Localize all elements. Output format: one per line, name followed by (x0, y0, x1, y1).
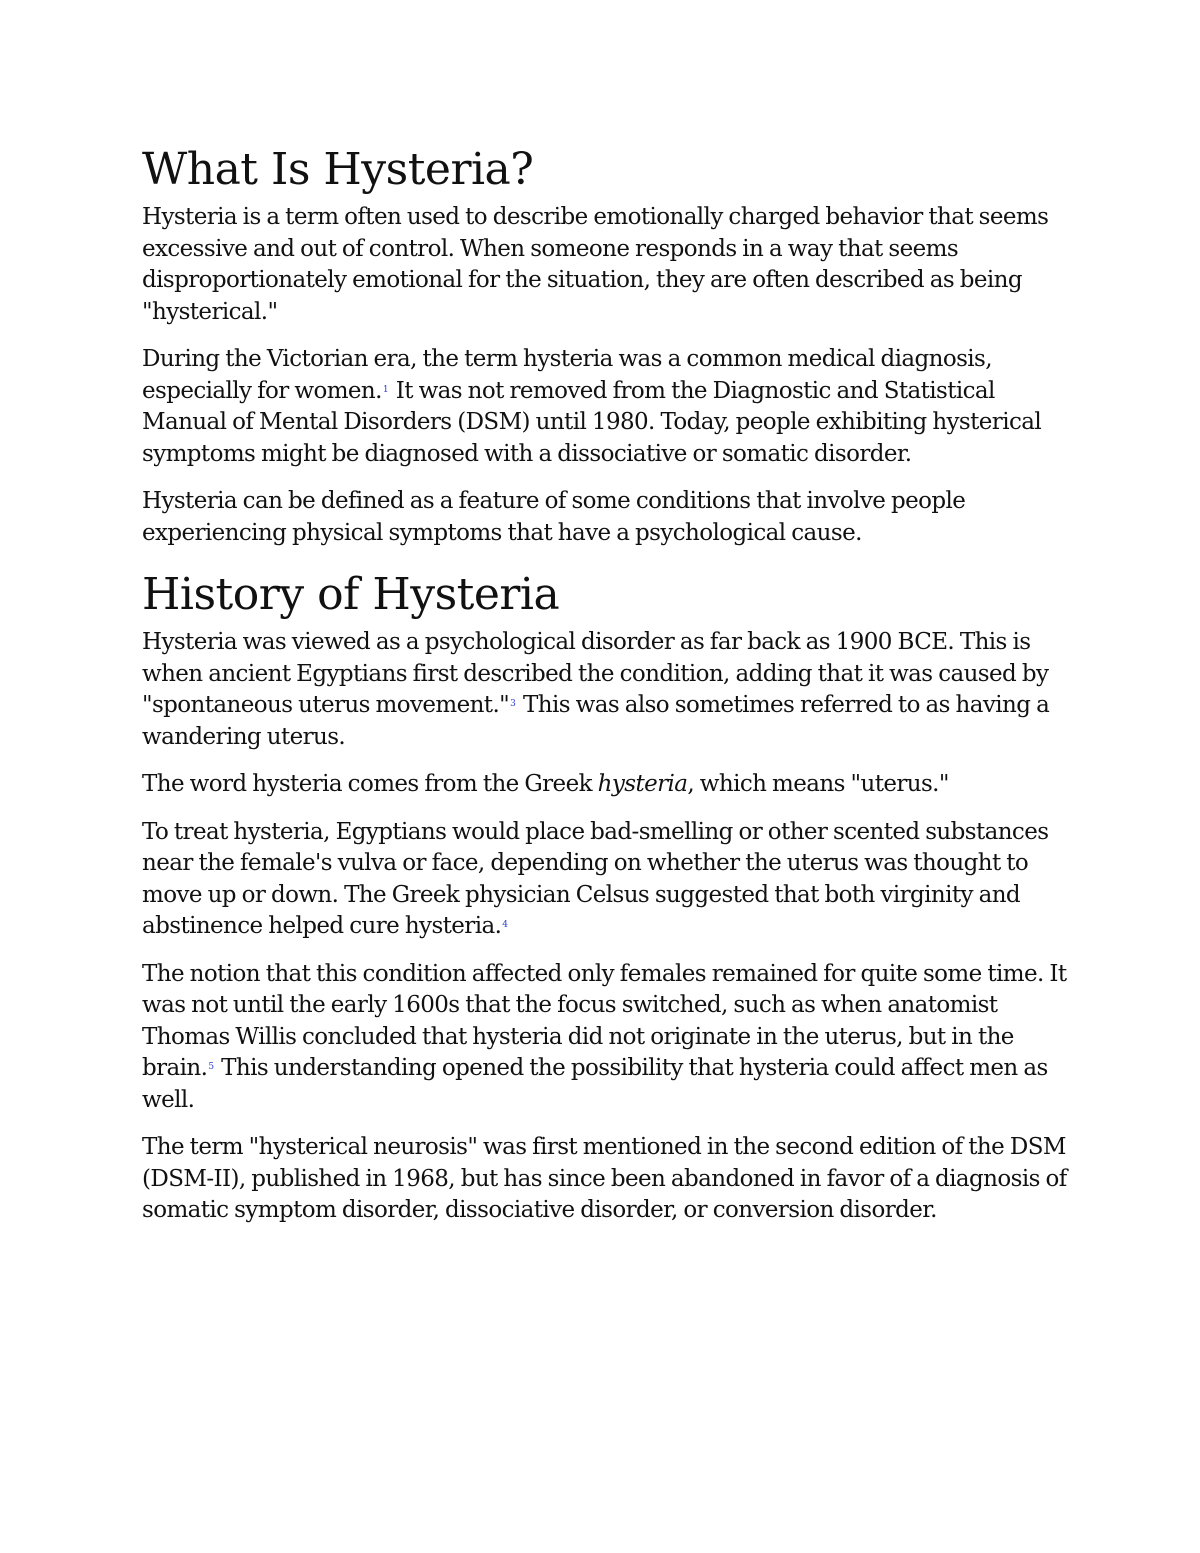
paragraph-treatment (142, 817, 1072, 943)
paragraph-text: It was not removed from the Diagnostic and Statistical Manual of Mental Disorders (DSM) until 1980. Today, people exhibiting hysterical symptoms might be diagnosed with a dissociative or somatic disorder. (142, 377, 1042, 467)
greek-word: hysteria (597, 771, 688, 797)
paragraph-thomas-willis (142, 959, 1072, 1117)
reference-link-5[interactable]: 5 (208, 1062, 214, 1072)
paragraph-text: , which means "uterus." (687, 771, 949, 797)
paragraph-greek-etymology (142, 769, 1072, 801)
paragraph-text: The word hysteria comes from the Greek (142, 771, 598, 797)
paragraph-egyptian-origin (142, 627, 1072, 753)
paragraph-text: Hysteria was viewed as a psychological disorder as far back as 1900 BCE. This is when ancient Egyptians first described the condition, adding that it was caused by "spontaneous uterus movement." (142, 629, 1049, 718)
paragraph-victorian-era (142, 344, 1072, 470)
heading-history-of-hysteria: History of Hysteria (142, 569, 560, 620)
paragraph-text: To treat hysteria, Egyptians would place bad-smelling or other scented substances near the female's vulva or face, depending on whether the uterus was thought to move up or down. The Greek physician Celsus suggested that both virginity and abstinence helped cure hysteria. (142, 818, 1049, 939)
paragraph-definition: Hysteria is a term often used to describe emotionally charged behavior that seems excessive and out of control. When someone responds in a way that seems disproportionately emotional for the situation, they are often described as being "hysterical." (142, 204, 1049, 325)
reference-link-4[interactable]: 4 (502, 920, 508, 930)
paragraph-dsm-history: The term "hysterical neurosis" was first mentioned in the second edition of the DSM (DSM-II), published in 1968, but has since been abandoned in favor of a diagnosis of somatic symptom disorder, dissociative disorder, or conversion disorder. (142, 1134, 1067, 1223)
paragraph-text: This was also sometimes referred to as having a wandering uterus. (142, 692, 1050, 750)
reference-link-3[interactable]: 3 (510, 699, 516, 709)
heading-what-is-hysteria: What Is Hysteria? (142, 144, 534, 195)
paragraph-feature-definition: Hysteria can be defined as a feature of some conditions that involve people experiencing physical symptoms that have a psychological cause. (142, 488, 966, 546)
paragraph-text: The notion that this condition affected only females remained for quite some time. It was not until the early 1600s that the focus switched, such as when anatomist Thomas Willis concluded that hysteria did not originate in the uterus, but in the brain. (142, 960, 1067, 1081)
reference-link-1[interactable]: 1 (382, 384, 389, 395)
paragraph-text: During the Victorian era, the term hysteria was a common medical diagnosis, especially for women. (142, 346, 992, 404)
paragraph-text: This understanding opened the possibility that hysteria could affect men as well. (142, 1055, 1048, 1113)
document-page (142, 140, 1072, 1243)
